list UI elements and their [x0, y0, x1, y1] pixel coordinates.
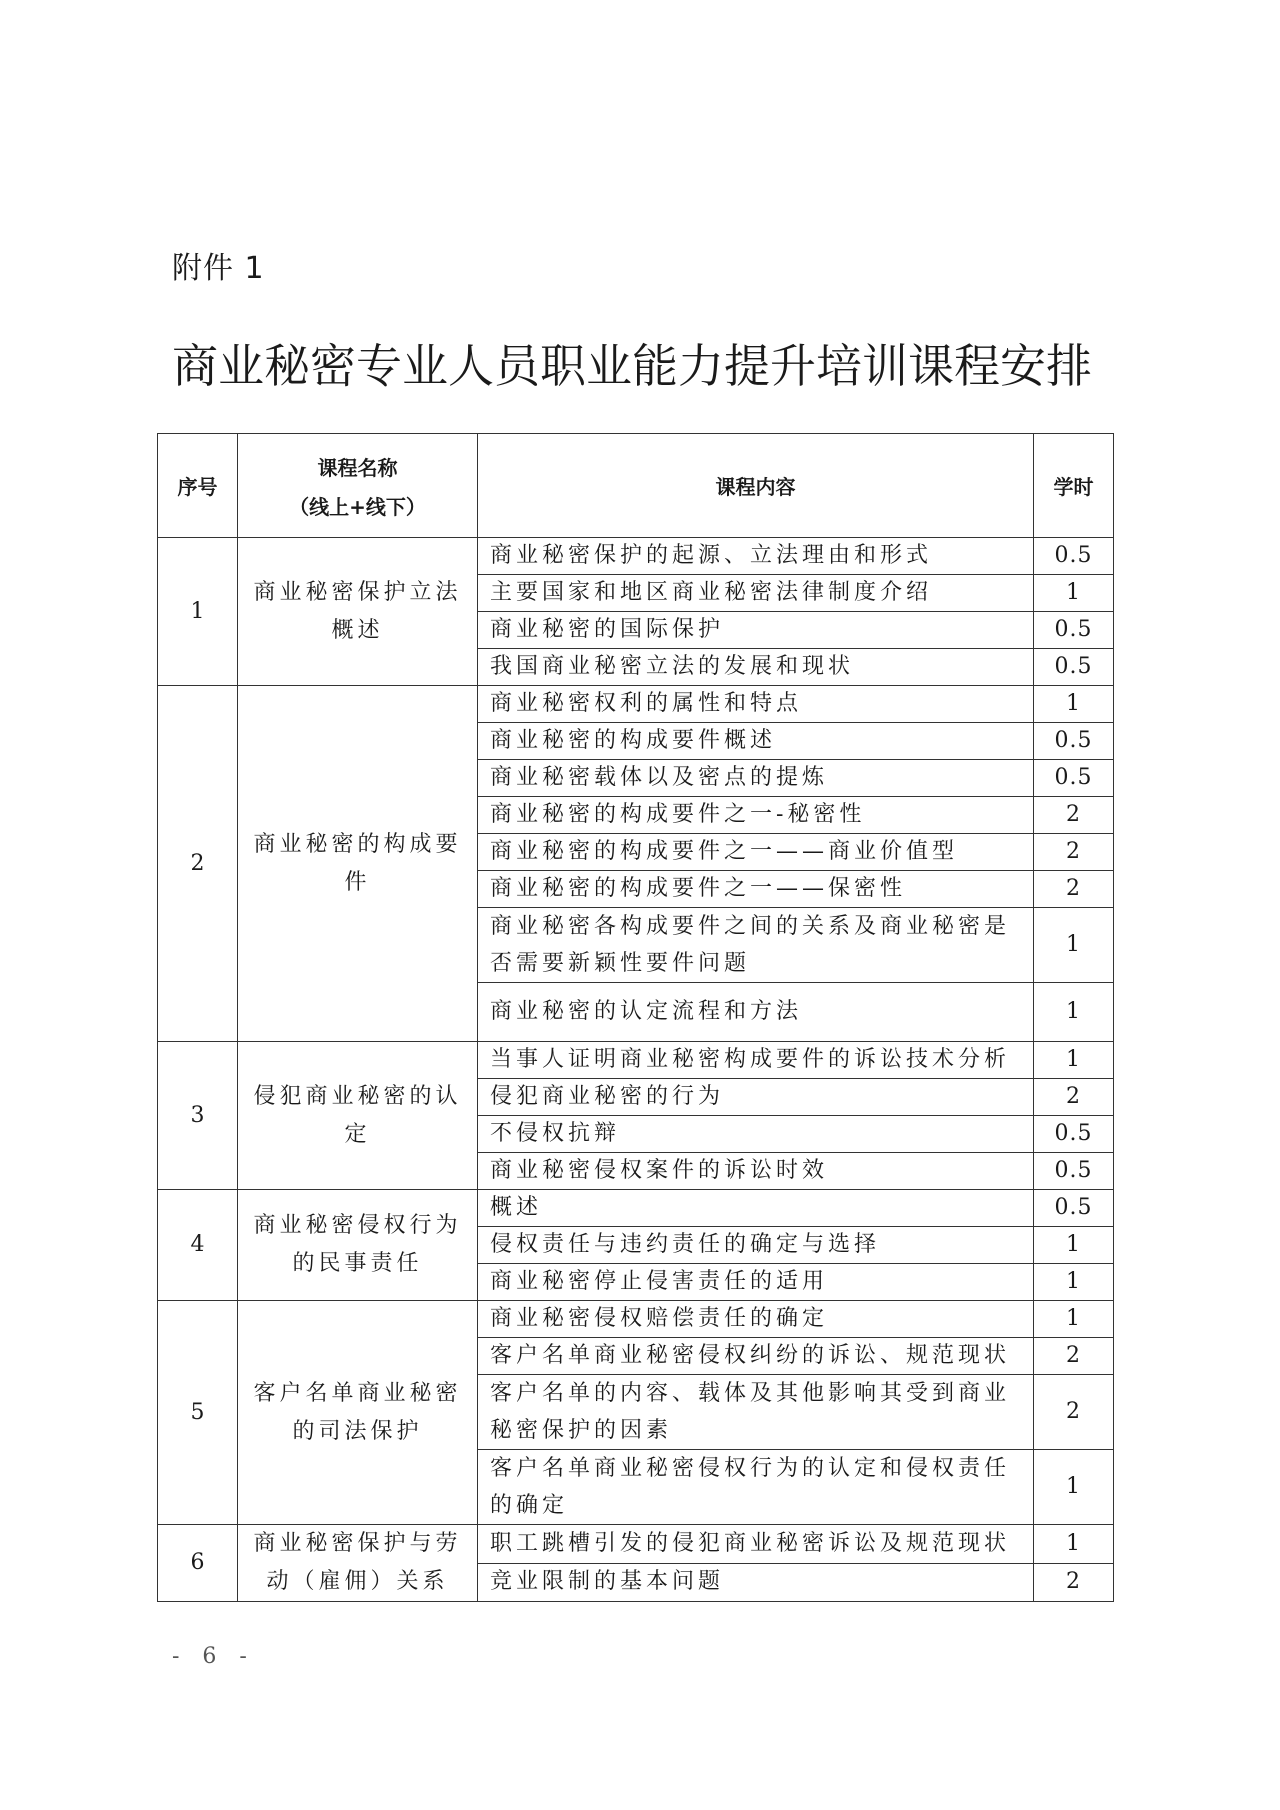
- course-hours: 1: [1034, 1264, 1114, 1301]
- course-name: 商业秘密的构成要件: [238, 686, 478, 1042]
- header-name: [238, 434, 478, 538]
- course-content: 概述: [478, 1190, 1034, 1227]
- course-hours: 1: [1034, 1301, 1114, 1338]
- course-hours: 2: [1034, 871, 1114, 908]
- header-name-sub: （线上+线下）: [289, 494, 426, 519]
- table-row: [158, 1190, 1114, 1227]
- course-hours: 1: [1034, 1227, 1114, 1264]
- attachment-label: 附件 1: [172, 251, 265, 286]
- course-hours: 2: [1034, 1079, 1114, 1116]
- course-hours: 1: [1034, 686, 1114, 723]
- course-name: 侵犯商业秘密的认定: [238, 1042, 478, 1190]
- course-content: 主要国家和地区商业秘密法律制度介绍: [478, 575, 1034, 612]
- course-hours: 0.5: [1034, 1153, 1114, 1190]
- course-name: 商业秘密侵权行为的民事责任: [238, 1190, 478, 1301]
- course-content: 客户名单的内容、载体及其他影响其受到商业秘密保护的因素: [478, 1375, 1034, 1450]
- course-content: 商业秘密载体以及密点的提炼: [478, 760, 1034, 797]
- course-content: 商业秘密的国际保护: [478, 612, 1034, 649]
- table-row: [158, 686, 1114, 723]
- course-content: 商业秘密的认定流程和方法: [478, 983, 1034, 1042]
- course-hours: 0.5: [1034, 1116, 1114, 1153]
- course-content: 客户名单商业秘密侵权纠纷的诉讼、规范现状: [478, 1338, 1034, 1375]
- course-hours: 0.5: [1034, 723, 1114, 760]
- course-content: 商业秘密停止侵害责任的适用: [478, 1264, 1034, 1301]
- page-number: - 6 -: [172, 1644, 255, 1669]
- table-row: [158, 1525, 1114, 1564]
- course-hours: 2: [1034, 797, 1114, 834]
- course-hours: 1: [1034, 983, 1114, 1042]
- course-content: 商业秘密侵权案件的诉讼时效: [478, 1153, 1034, 1190]
- course-content: 我国商业秘密立法的发展和现状: [478, 649, 1034, 686]
- header-no: 序号: [158, 434, 238, 538]
- course-hours: 2: [1034, 834, 1114, 871]
- header-content: 课程内容: [478, 434, 1034, 538]
- table-header-row: [158, 434, 1114, 538]
- course-hours: 0.5: [1034, 760, 1114, 797]
- course-schedule-table: [157, 433, 1114, 1602]
- course-content: 商业秘密权利的属性和特点: [478, 686, 1034, 723]
- course-hours: 0.5: [1034, 612, 1114, 649]
- course-content: 竞业限制的基本问题: [478, 1563, 1034, 1602]
- table-row: [158, 1301, 1114, 1338]
- course-hours: 0.5: [1034, 1190, 1114, 1227]
- course-name: 客户名单商业秘密的司法保护: [238, 1301, 478, 1525]
- course-content: 商业秘密的构成要件之一——保密性: [478, 871, 1034, 908]
- course-hours: 2: [1034, 1338, 1114, 1375]
- table-row: [158, 538, 1114, 575]
- header-hours: 学时: [1034, 434, 1114, 538]
- course-number: 5: [158, 1301, 238, 1525]
- course-number: 4: [158, 1190, 238, 1301]
- course-content: 商业秘密侵权赔偿责任的确定: [478, 1301, 1034, 1338]
- course-content: 侵权责任与违约责任的确定与选择: [478, 1227, 1034, 1264]
- course-content: 商业秘密的构成要件之一——商业价值型: [478, 834, 1034, 871]
- course-hours: 2: [1034, 1563, 1114, 1602]
- course-hours: 1: [1034, 1450, 1114, 1525]
- course-name: 商业秘密保护与劳动（雇佣）关系: [238, 1525, 478, 1602]
- course-hours: 0.5: [1034, 538, 1114, 575]
- page-title: 商业秘密专业人员职业能力提升培训课程安排: [172, 339, 1092, 393]
- table-row: [158, 1042, 1114, 1079]
- course-hours: 0.5: [1034, 649, 1114, 686]
- course-content: 商业秘密保护的起源、立法理由和形式: [478, 538, 1034, 575]
- course-content: 商业秘密的构成要件之一-秘密性: [478, 797, 1034, 834]
- course-content: 侵犯商业秘密的行为: [478, 1079, 1034, 1116]
- course-number: 1: [158, 538, 238, 686]
- course-hours: 1: [1034, 1525, 1114, 1564]
- course-name: 商业秘密保护立法概述: [238, 538, 478, 686]
- course-hours: 1: [1034, 575, 1114, 612]
- course-hours: 2: [1034, 1375, 1114, 1450]
- course-hours: 1: [1034, 1042, 1114, 1079]
- course-number: 3: [158, 1042, 238, 1190]
- course-content: 不侵权抗辩: [478, 1116, 1034, 1153]
- header-name-label: 课程名称: [317, 455, 398, 480]
- course-content: 商业秘密的构成要件概述: [478, 723, 1034, 760]
- course-number: 6: [158, 1525, 238, 1602]
- course-content: 当事人证明商业秘密构成要件的诉讼技术分析: [478, 1042, 1034, 1079]
- course-content: 客户名单商业秘密侵权行为的认定和侵权责任的确定: [478, 1450, 1034, 1525]
- course-content: 职工跳槽引发的侵犯商业秘密诉讼及规范现状: [478, 1525, 1034, 1564]
- course-content: 商业秘密各构成要件之间的关系及商业秘密是否需要新颖性要件问题: [478, 908, 1034, 983]
- course-hours: 1: [1034, 908, 1114, 983]
- course-number: 2: [158, 686, 238, 1042]
